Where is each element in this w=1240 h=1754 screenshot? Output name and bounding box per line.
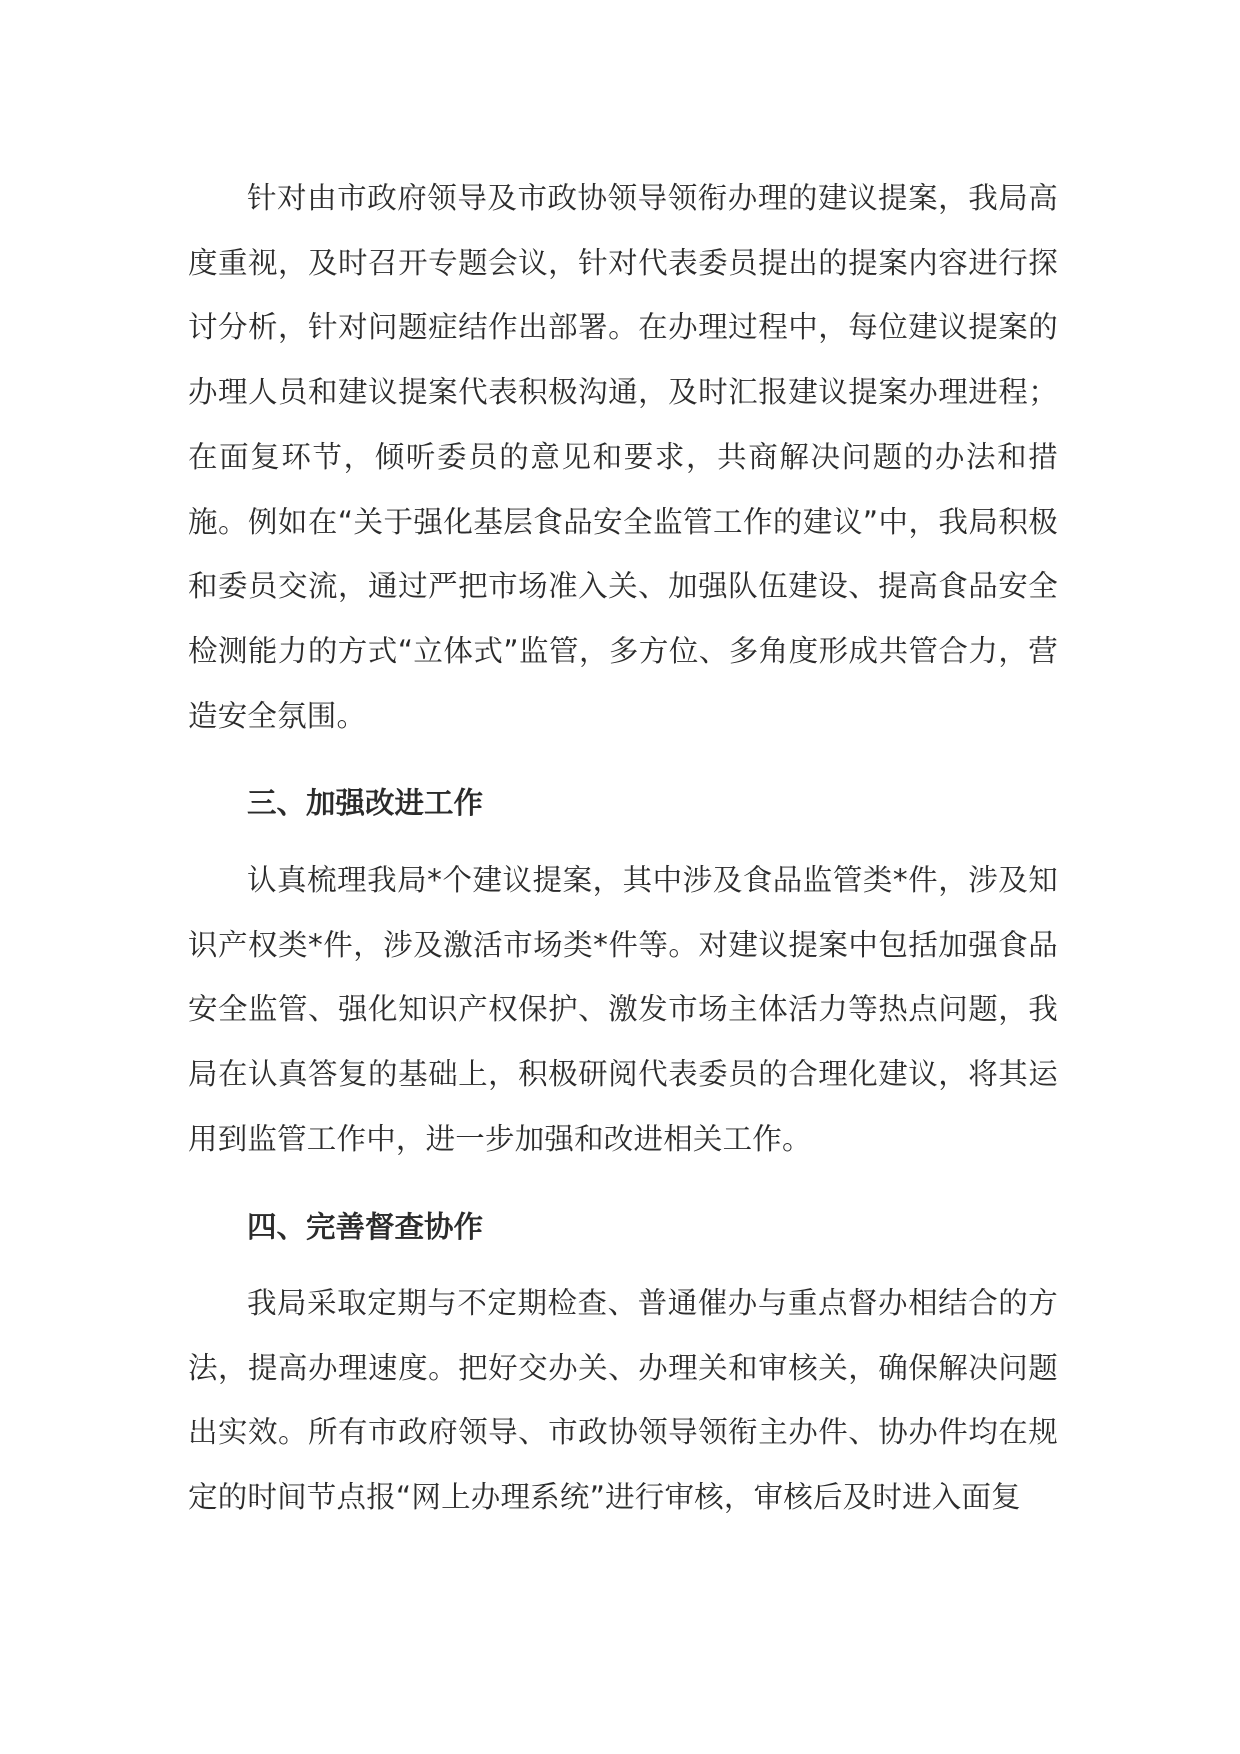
section-heading-4: 四、完善督查协作: [247, 1210, 484, 1244]
body-paragraph-3: 我局采取定期与不定期检查、普通催办与重点督办相结合的方法，提高办理速度。把好交办关、办理关和审核关，确保解决问题出实效。所有市政府领导、市政协领导领衔主办件、协办件均在规定的时间节点报“网上办理系统”进行审核，审核后及时进入面复: [188, 1286, 1058, 1515]
section-heading-3: 三、加强改进工作: [247, 786, 484, 820]
body-paragraph-2: 认真梳理我局*个建议提案，其中涉及食品监管类*件，涉及知识产权类*件，涉及激活市场类*件等。对建议提案中包括加强食品安全监管、强化知识产权保护、激发市场主体活力等热点问题，我局在认真答复的基础上，积极研阅代表委员的合理化建议，将其运用到监管工作中，进一步加强和改进相关工作。: [188, 863, 1058, 1156]
body-paragraph-1: 针对由市政府领导及市政协领导领衔办理的建议提案，我局高度重视，及时召开专题会议，针对代表委员提出的提案内容进行探讨分析，针对问题症结作出部署。在办理过程中，每位建议提案的办理人员和建议提案代表积极沟通，及时汇报建议提案办理进程；在面复环节，倾听委员的意见和要求，共商解决问题的办法和措施。例如在“关于强化基层食品安全监管工作的建议”中，我局积极和委员交流，通过严把市场准入关、加强队伍建设、提高食品安全检测能力的方式“立体式”监管，多方位、多角度形成共管合力，营造安全氛围。: [188, 181, 1058, 733]
